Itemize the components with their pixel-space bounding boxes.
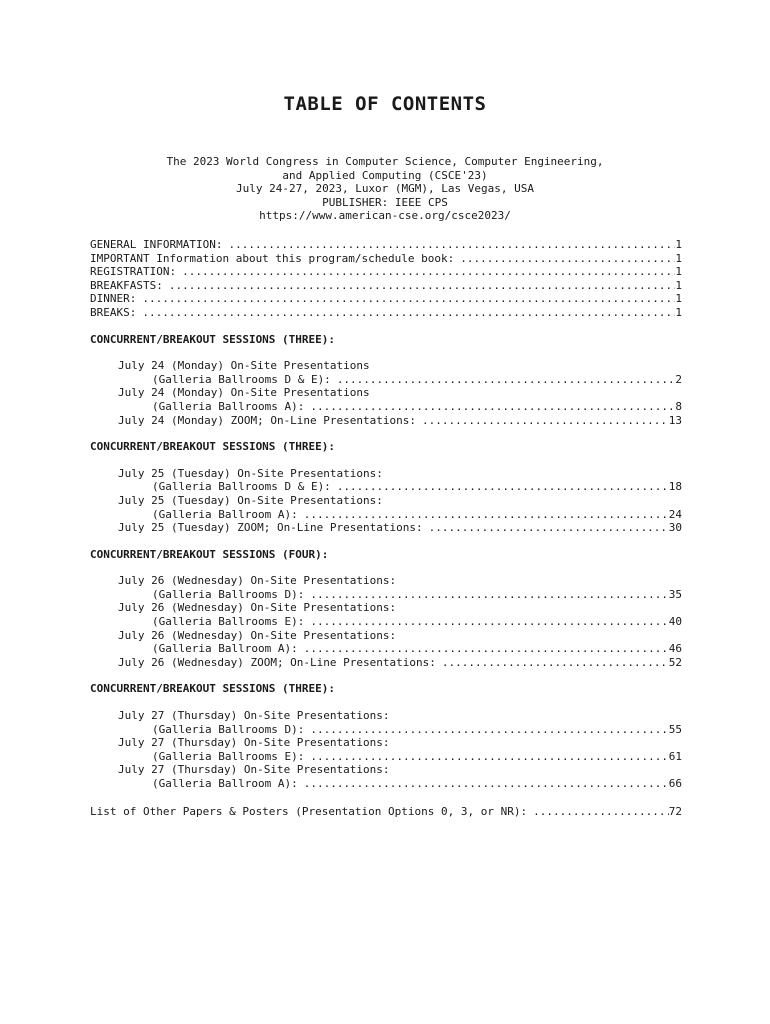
toc-entry[interactable] — [90, 750, 682, 764]
toc-entry[interactable] — [90, 588, 682, 602]
toc-list — [90, 238, 682, 818]
toc-page-number: 1 — [675, 265, 682, 279]
leader-dots — [310, 750, 668, 764]
toc-page-number: 61 — [668, 749, 682, 763]
leader-dots — [310, 723, 668, 737]
toc-entry[interactable] — [90, 414, 682, 428]
leader-dots — [304, 642, 669, 656]
toc-entry-day: July 27 (Thursday) On-Site Presentations: — [118, 709, 390, 723]
section-heading: CONCURRENT/BREAKOUT SESSIONS (THREE): — [90, 332, 336, 346]
toc-page-number: 40 — [668, 615, 682, 629]
toc-page-number: 52 — [668, 655, 682, 669]
toc-entry[interactable] — [90, 252, 682, 266]
toc-entry-label: BREAKS: — [90, 305, 137, 319]
header-line: and Applied Computing (CSCE'23) — [282, 168, 488, 182]
toc-entry-day: July 26 (Wednesday) On-Site Presentations: — [118, 628, 397, 642]
toc-page-number: 55 — [668, 722, 682, 736]
toc-entry-label: REGISTRATION: — [90, 265, 177, 279]
toc-entry-day: July 25 (Tuesday) On-Site Presentations: — [118, 493, 383, 507]
toc-entry[interactable] — [90, 508, 682, 522]
toc-entry[interactable] — [90, 279, 682, 293]
toc-page-number: 2 — [675, 372, 682, 386]
leader-dots — [442, 656, 669, 670]
leader-dots — [337, 480, 669, 494]
header-line: PUBLISHER: IEEE CPS — [322, 195, 448, 209]
toc-page-number: 18 — [668, 480, 682, 494]
toc-entry-day: July 25 (Tuesday) On-Site Presentations: — [118, 466, 383, 480]
leader-dots — [304, 777, 669, 791]
leader-dots — [310, 588, 668, 602]
toc-page-number: 35 — [668, 587, 682, 601]
leader-dots — [460, 252, 675, 266]
toc-entry[interactable] — [90, 642, 682, 656]
leader-dots — [142, 306, 675, 320]
toc-entry-label: July 24 (Monday) ZOOM; On-Line Presentations: — [118, 413, 417, 427]
toc-entry-label: (Galleria Ballrooms E): — [152, 749, 305, 763]
toc-page-number: 8 — [675, 399, 682, 413]
toc-page-number: 46 — [668, 642, 682, 656]
header-line: July 24-27, 2023, Luxor (MGM), Las Vegas, USA — [235, 182, 534, 196]
toc-entry[interactable] — [90, 521, 682, 535]
toc-page-number: 13 — [668, 413, 682, 427]
toc-entry[interactable] — [90, 723, 682, 737]
toc-entry-label: (Galleria Ballrooms E): — [152, 615, 305, 629]
toc-page-number: 66 — [668, 777, 682, 790]
toc-entry-day: July 24 (Monday) On-Site Presentations — [118, 386, 370, 400]
toc-entry-label: BREAKFASTS: — [90, 278, 163, 292]
leader-dots — [228, 238, 675, 252]
toc-entry[interactable] — [90, 656, 682, 670]
toc-entry-label: GENERAL INFORMATION: — [90, 238, 223, 251]
section-heading: CONCURRENT/BREAKOUT SESSIONS (THREE): — [90, 440, 336, 454]
toc-page-number: 1 — [675, 305, 682, 319]
toc-entry-day: July 26 (Wednesday) On-Site Presentations: — [118, 601, 397, 615]
toc-page-number: 1 — [675, 278, 682, 292]
toc-entry-label: (Galleria Ballrooms D & E): — [152, 372, 331, 386]
leader-dots — [310, 400, 675, 414]
toc-page-number: 72 — [668, 804, 682, 818]
toc-entry-label: List of Other Papers & Posters (Presentation Options 0, 3, or NR): — [90, 804, 528, 818]
toc-entry[interactable] — [90, 805, 682, 819]
toc-page-number: 1 — [675, 292, 682, 306]
toc-entry[interactable] — [90, 777, 682, 791]
page-title: TABLE OF CONTENTS — [283, 93, 487, 115]
toc-entry[interactable] — [90, 306, 682, 320]
leader-dots — [304, 508, 669, 522]
leader-dots — [337, 373, 676, 387]
toc-entry[interactable] — [90, 373, 682, 387]
toc-entry-label: DINNER: — [90, 292, 137, 306]
leader-dots — [310, 615, 668, 629]
leader-dots — [422, 414, 669, 428]
toc-entry-label: (Galleria Ballrooms D): — [152, 587, 305, 601]
section-heading: CONCURRENT/BREAKOUT SESSIONS (THREE): — [90, 682, 336, 696]
toc-page-number: 30 — [668, 521, 682, 535]
toc-entry-label: (Galleria Ballroom A): — [152, 642, 298, 656]
toc-entry-label: (Galleria Ballrooms A): — [152, 399, 305, 413]
toc-page-number: 24 — [668, 507, 682, 521]
leader-dots — [169, 279, 676, 293]
toc-entry-label: July 26 (Wednesday) ZOOM; On-Line Presentations: — [118, 655, 436, 669]
toc-entry-label: (Galleria Ballroom A): — [152, 777, 298, 790]
header-line: The 2023 World Congress in Computer Science, Computer Engineering, — [166, 155, 604, 168]
toc-entry[interactable] — [90, 400, 682, 414]
toc-entry[interactable] — [90, 292, 682, 306]
toc-entry-label: IMPORTANT Information about this program/schedule book: — [90, 251, 455, 265]
toc-entry-label: (Galleria Ballrooms D & E): — [152, 480, 331, 494]
leader-dots — [429, 521, 669, 535]
toc-entry-day: July 26 (Wednesday) On-Site Presentations: — [118, 574, 397, 588]
toc-page-number: 1 — [675, 238, 682, 251]
toc-entry-label: (Galleria Ballrooms D): — [152, 722, 305, 736]
header-url: https://www.american-cse.org/csce2023/ — [259, 209, 511, 223]
toc-entry[interactable] — [90, 615, 682, 629]
leader-dots — [142, 292, 675, 306]
leader-dots — [182, 265, 675, 279]
toc-entry-day: July 27 (Thursday) On-Site Presentations: — [118, 763, 390, 777]
toc-entry[interactable] — [90, 265, 682, 279]
toc-entry-label: (Galleria Ballroom A): — [152, 507, 298, 521]
section-heading: CONCURRENT/BREAKOUT SESSIONS (FOUR): — [90, 547, 329, 561]
leader-dots — [533, 805, 669, 819]
toc-entry-label: July 25 (Tuesday) ZOOM; On-Line Presentations: — [118, 521, 423, 535]
toc-entry-day: July 27 (Thursday) On-Site Presentations: — [118, 736, 390, 750]
toc-page-number: 1 — [675, 251, 682, 265]
congress-header — [0, 155, 770, 223]
toc-entry[interactable] — [90, 480, 682, 494]
toc-entry[interactable] — [90, 238, 682, 252]
toc-entry-day: July 24 (Monday) On-Site Presentations — [118, 359, 370, 373]
